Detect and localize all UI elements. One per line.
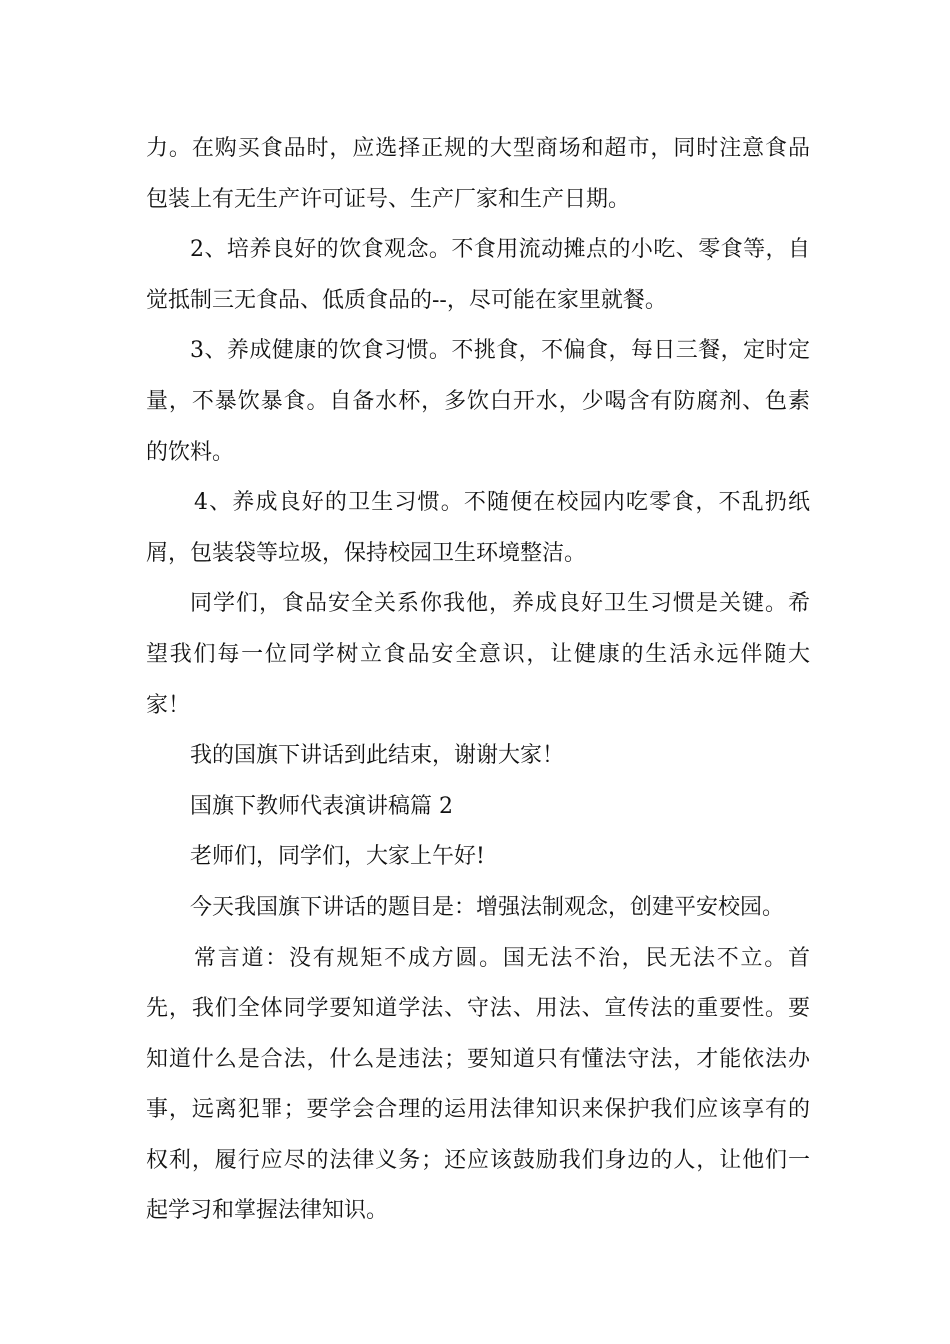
document-body [146,124,810,1237]
body-line: 觉抵制三无食品、低质食品的--，尽可能在家里就餐。 [146,287,667,313]
body-line: 权利，履行应尽的法律义务；还应该鼓励我们身边的人，让他们一 [146,1147,810,1173]
body-line: 我的国旗下讲话到此结束，谢谢大家！ [190,743,565,769]
body-line: 包装上有无生产许可证号、生产厂家和生产日期。 [146,186,631,212]
body-line: 知道什么是合法，什么是违法；要知道只有懂法守法，才能依法办 [146,1046,810,1072]
body-line: 2、培养良好的饮食观念。不食用流动摊点的小吃、零食等，自 [190,237,810,263]
body-line: 力。在购买食品时，应选择正规的大型商场和超市，同时注意食品 [146,136,810,161]
body-line: 3、养成健康的饮食习惯。不挑食，不偏食，每日三餐，定时定 [190,338,810,364]
body-line: 4、养成良好的卫生习惯。不随便在校园内吃零食，不乱扔纸 [194,490,810,516]
body-line: 先，我们全体同学要知道学法、守法、用法、宣传法的重要性。要 [146,996,810,1022]
body-line: 家！ [146,692,191,718]
body-line: 今天我国旗下讲话的题目是：增强法制观念，创建平安校园。 [190,894,785,920]
section-heading: 国旗下教师代表演讲稿篇 2 [190,793,453,819]
body-line: 的饮料。 [146,439,235,465]
body-line: 起学习和掌握法律知识。 [146,1198,389,1224]
body-line: 量，不暴饮暴食。自备水杯，多饮白开水，少喝含有防腐剂、色素 [146,388,810,414]
body-line: 同学们，食品安全关系你我他，养成良好卫生习惯是关键。希 [190,591,810,617]
body-line: 事，远离犯罪；要学会合理的运用法律知识来保护我们应该享有的 [146,1097,810,1123]
body-line: 屑，包装袋等垃圾，保持校园卫生环境整洁。 [146,540,587,566]
body-line: 老师们，同学们，大家上午好! [190,844,485,870]
body-line: 望我们每一位同学树立食品安全意识，让健康的生活永远伴随大 [146,641,810,667]
body-line: 常言道：没有规矩不成方圆。国无法不治，民无法不立。首 [194,945,810,971]
